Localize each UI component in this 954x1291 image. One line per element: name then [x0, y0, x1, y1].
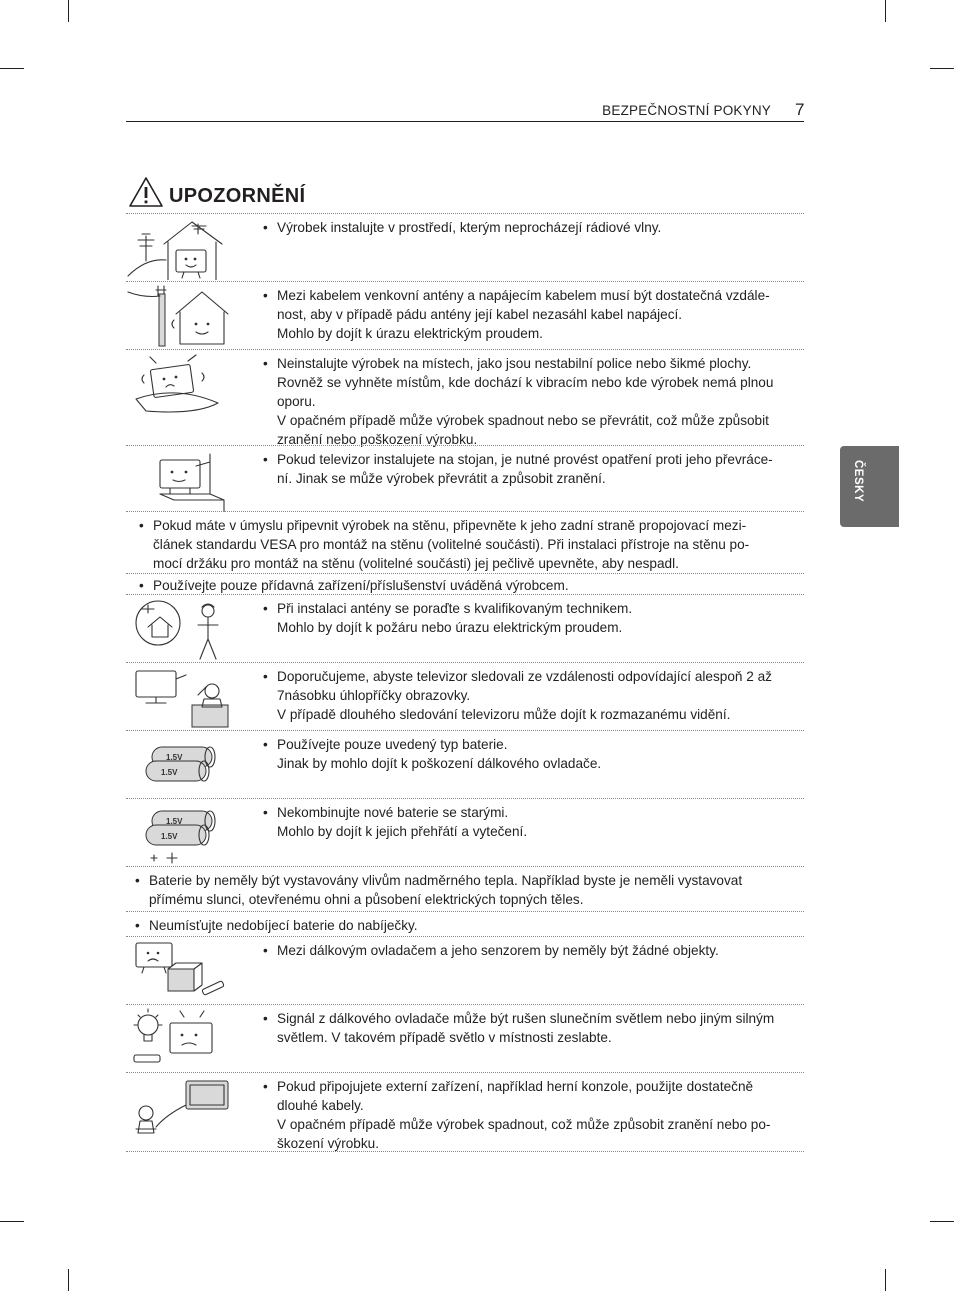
bullet-item [263, 667, 796, 724]
caution-row [126, 1004, 804, 1073]
row-text [135, 871, 796, 909]
text-line: přímému slunci, otevřenému ohni a působení elektrických topných těles. [149, 892, 584, 907]
crop-mark [0, 68, 24, 69]
bullet-item [263, 735, 796, 773]
text-line: • Používejte pouze uvedený typ baterie. [277, 737, 508, 752]
row-text [139, 516, 796, 573]
text-line: ní. Jinak se může výrobek převrátit a způsobit zranění. [277, 471, 606, 486]
bullet-item [263, 803, 796, 841]
text-line: Rovněž se vyhněte místům, kde dochází k vibracím nebo kde výrobek nemá plnou [277, 375, 774, 390]
remote-obstacle-illustration [126, 939, 234, 1003]
caution-row [126, 349, 804, 446]
header-rule [126, 121, 804, 122]
running-header-section: BEZPEČNOSTNÍ POKYNY [602, 103, 771, 118]
bullet-item [263, 941, 796, 960]
bullet-item [263, 1009, 796, 1047]
bullet-item [139, 576, 796, 595]
row-text [135, 916, 796, 935]
text-line: 7násobku úhlopříčky obrazovky. [277, 688, 471, 703]
text-line: článek standardu VESA pro montáž na stěnu (volitelné součásti). Při instalaci přístroje na stěnu po- [153, 537, 750, 552]
text-line: V případě dlouhého sledování televizoru může dojít k rozmazanému vidění. [277, 707, 731, 722]
row-text [263, 735, 796, 773]
crop-mark [885, 1269, 886, 1291]
battery-label: 1.5V [161, 832, 178, 841]
text-line: světlem. V takovém případě světlo v místnosti zeslabte. [277, 1030, 612, 1045]
battery-label: 1.5V [166, 817, 183, 826]
crop-mark [885, 0, 886, 22]
caution-row [126, 936, 804, 1005]
row-text [263, 1077, 796, 1153]
caution-row [126, 1072, 804, 1152]
text-line: zranění nebo poškození výrobku. [277, 432, 478, 447]
text-line: dlouhé kabely. [277, 1098, 364, 1113]
tv-unstable-shelf-illustration [126, 352, 234, 422]
text-line: • Neumísťujte nedobíjecí baterie do nabíječky. [149, 918, 418, 933]
caution-row [126, 866, 804, 912]
caution-row [126, 511, 804, 574]
text-line: oporu. [277, 394, 316, 409]
page-number: 7 [795, 100, 805, 119]
crop-mark [930, 1221, 954, 1222]
text-line: • Pokud máte v úmyslu připevnit výrobek na stěnu, připevněte k jeho zadní straně propojovací mezi- [153, 518, 747, 533]
row-text [263, 354, 796, 449]
text-line: Mohlo by dojít k požáru nebo úrazu elektrickým proudem. [277, 620, 623, 635]
caution-row [126, 662, 804, 731]
page-title: UPOZORNĚNÍ [169, 185, 306, 207]
caution-row [126, 798, 804, 867]
viewer-distance-illustration [126, 665, 234, 729]
battery-label: 1.5V [166, 753, 183, 762]
console-cable-illustration [126, 1075, 234, 1139]
antenna-cable-house-illustration [126, 284, 234, 348]
row-text [263, 667, 796, 724]
battery-pair-illustration [126, 733, 234, 797]
row-text [263, 450, 796, 488]
row-text [263, 218, 796, 237]
text-line: Mohlo by dojít k úrazu elektrickým proudem. [277, 326, 543, 341]
text-line: V opačném případě může výrobek spadnout nebo se převrátit, což může způsobit [277, 413, 769, 428]
text-line: • Používejte pouze přídavná zařízení/příslušenství uváděná výrobcem. [153, 578, 569, 593]
row-text [263, 1009, 796, 1047]
row-text [263, 941, 796, 960]
text-line: mocí držáku pro montáž na stěnu (volitelné součásti) jej pečlivě upevněte, aby nespadl. [153, 556, 679, 571]
row-text [263, 286, 796, 343]
bullet-item [263, 1077, 796, 1153]
text-line: • Nekombinujte nové baterie se starými. [277, 805, 509, 820]
caution-row [126, 573, 804, 595]
battery-label: 1.5V [161, 768, 178, 777]
text-line: nost, aby v případě pádu antény její kabel nezasáhl kabel napájecí. [277, 307, 683, 322]
warning-icon [128, 176, 164, 208]
text-line: • Baterie by neměly být vystavovány vlivům nadměrného tepla. Například byste je neměli vystavovat [149, 873, 743, 888]
text-line: • Doporučujeme, abyste televizor sledovali ze vzdálenosti odpovídající alespoň 2 až [277, 669, 772, 684]
caution-row [126, 213, 804, 282]
tv-house-antenna-illustration [126, 216, 234, 280]
text-line: Jinak by mohlo dojít k poškození dálkového ovladače. [277, 756, 602, 771]
text-line: • Výrobek instalujte v prostředí, kterým neprocházejí rádiové vlny. [277, 220, 662, 235]
bullet-item [263, 286, 796, 343]
bullet-item [139, 516, 796, 573]
bullet-item [135, 916, 796, 935]
text-line: • Neinstalujte výrobek na místech, jako jsou nestabilní police nebo šikmé plochy. [277, 356, 752, 371]
caution-row [126, 911, 804, 937]
text-line: • Mezi dálkovým ovladačem a jeho senzorem by neměly být žádné objekty. [277, 943, 719, 958]
crop-mark [930, 68, 954, 69]
caution-row [126, 730, 804, 799]
crop-mark [68, 0, 69, 22]
bullet-item [263, 354, 796, 449]
text-line: • Pokud televizor instalujete na stojan, je nutné provést opatření proti jeho převráce- [277, 452, 773, 467]
language-tab [840, 446, 899, 527]
language-tab-label: ČESKY [852, 460, 864, 503]
row-text [263, 599, 796, 637]
row-text [139, 576, 796, 595]
text-line: škození výrobku. [277, 1136, 379, 1151]
bright-light-remote-illustration [126, 1007, 234, 1071]
technician-antenna-illustration [126, 597, 234, 661]
text-line: • Při instalaci antény se poraďte s kvalifikovaným technikem. [277, 601, 633, 616]
caution-row [126, 594, 804, 663]
bullet-item [135, 871, 796, 909]
text-line: Mohlo by dojít k jejich přehřátí a vytečení. [277, 824, 528, 839]
bullet-item [263, 218, 796, 237]
tv-stand-anchor-illustration [126, 448, 234, 512]
text-line: V opačném případě může výrobek spadnout, což může způsobit zranění nebo po- [277, 1117, 771, 1132]
old-new-battery-illustration [126, 801, 234, 865]
bullet-item [263, 450, 796, 488]
crop-mark [0, 1221, 24, 1222]
caution-row [126, 281, 804, 350]
caution-row [126, 445, 804, 512]
text-line: • Pokud připojujete externí zařízení, například herní konzole, použijte dostatečně [277, 1079, 754, 1094]
text-line: • Mezi kabelem venkovní antény a napájecím kabelem musí být dostatečná vzdále- [277, 288, 770, 303]
text-line: • Signál z dálkového ovladače může být rušen slunečním světlem nebo jiným silným [277, 1011, 775, 1026]
crop-mark [68, 1269, 69, 1291]
bullet-item [263, 599, 796, 637]
row-text [263, 803, 796, 841]
